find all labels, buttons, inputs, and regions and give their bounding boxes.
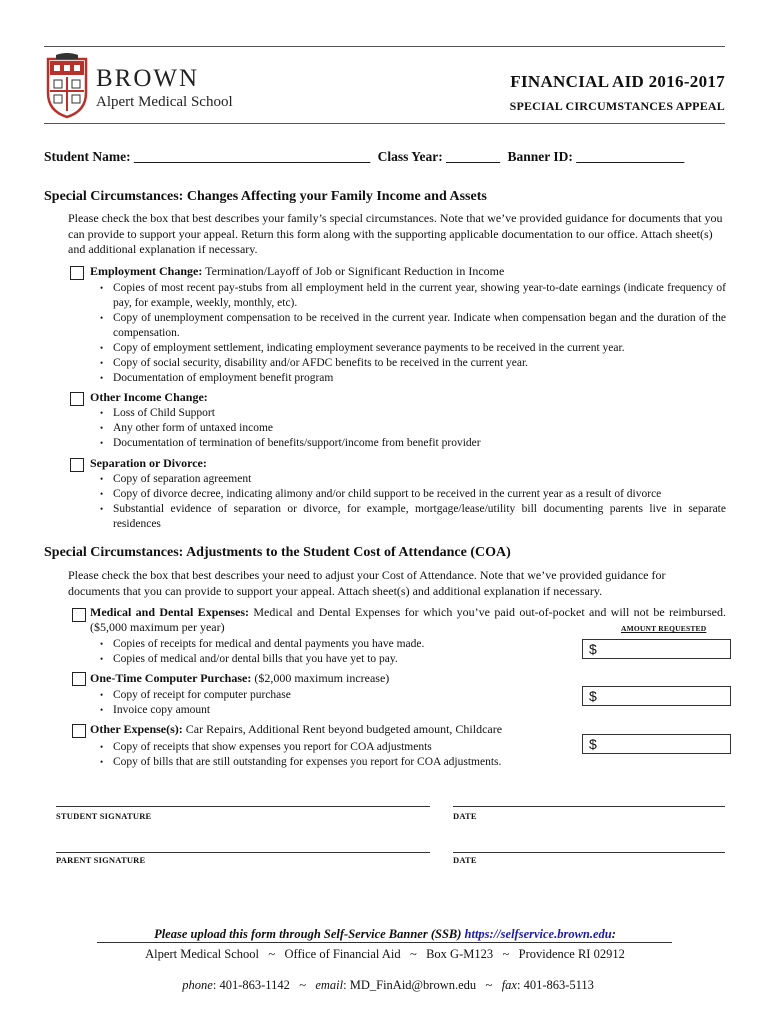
class-year-field[interactable]: ________ — [446, 149, 501, 164]
parent-signature-label: PARENT SIGNATURE — [56, 855, 146, 865]
class-year-label: Class Year: — [377, 149, 443, 164]
list-item: • Any other form of untaxed income — [99, 421, 726, 436]
medical-dental-desc: Medical and Dental Expenses for which you’ve paid out-of-pocket and will not be reimbursed. ($5,000 maximum per year) — [90, 605, 726, 634]
form-title: FINANCIAL AID 2016-2017 — [510, 72, 725, 91]
fax-number: : 401-863-5113 — [516, 978, 594, 992]
employment-change-bullets — [99, 281, 726, 386]
other-income-change-label: Other Income Change: — [90, 390, 208, 404]
computer-purchase-desc: ($2,000 maximum increase) — [251, 671, 390, 685]
fax-label: fax — [501, 978, 517, 992]
student-info-row — [44, 149, 726, 165]
computer-purchase-label: One-Time Computer Purchase: — [90, 671, 252, 685]
list-item: • Copy of divorce decree, indicating alimony and/or child support to be received in the current year as a result of divorce — [99, 487, 726, 502]
student-signature-label: STUDENT SIGNATURE — [56, 811, 152, 821]
amount-requested-header: AMOUNT REQUESTED — [621, 624, 707, 633]
other-expenses-bullets — [99, 740, 569, 770]
computer-purchase-bullets — [99, 688, 569, 718]
other-income-change-item — [90, 390, 208, 405]
upload-colon: : — [611, 927, 616, 941]
phone-label: phone — [182, 978, 213, 992]
currency-symbol: $ — [589, 736, 597, 752]
list-item: • Copies of medical and/or dental bills that you have yet to pay. — [99, 652, 569, 667]
currency-symbol: $ — [589, 641, 597, 657]
other-amount-input[interactable] — [582, 734, 731, 754]
medical-dental-label: Medical and Dental Expenses: — [90, 605, 250, 619]
list-item: • Invoice copy amount — [99, 703, 569, 718]
date-line-1[interactable] — [453, 806, 725, 807]
list-item: • Copies of most recent pay-stubs from all employment held in the current year, showing year-to-date earnings (indicate frequency of pay, for example, weekly, monthly, etc). — [99, 281, 726, 311]
list-item: • Copy of employment settlement, indicating employment severance payments to be received in the current year. — [99, 341, 726, 356]
other-expenses-desc: Car Repairs, Additional Rent beyond budgeted amount, Childcare — [182, 722, 503, 736]
employment-change-checkbox[interactable] — [70, 266, 84, 280]
list-item: • Copy of unemployment compensation to be received in the current year. Indicate when compensation began and the duration of the compensation. — [99, 311, 726, 341]
currency-symbol: $ — [589, 688, 597, 704]
separation-divorce-item — [90, 456, 207, 471]
footer-address: Alpert Medical School ~ Office of Financial Aid ~ Box G-M123 ~ Providence RI 02912 — [145, 947, 625, 961]
other-income-change-bullets — [99, 406, 726, 451]
other-expenses-checkbox[interactable] — [72, 724, 86, 738]
section2-heading: Special Circumstances: Adjustments to the Student Cost of Attendance (COA) — [44, 545, 511, 560]
parent-signature-line[interactable] — [56, 852, 430, 853]
medical-dental-checkbox[interactable] — [72, 608, 86, 622]
other-expenses-item — [90, 722, 502, 737]
date-line-2[interactable] — [453, 852, 725, 853]
section1-heading: Special Circumstances: Changes Affecting your Family Income and Assets — [44, 189, 487, 204]
upload-instruction — [0, 927, 770, 942]
computer-purchase-checkbox[interactable] — [72, 672, 86, 686]
computer-amount-input[interactable] — [582, 686, 731, 706]
list-item: • Copy of social security, disability and/or AFDC benefits to be received in the current year. — [99, 356, 726, 371]
other-expenses-label: Other Expense(s): — [90, 722, 183, 736]
brown-shield-logo — [46, 53, 88, 119]
employment-change-label: Employment Change: — [90, 264, 203, 278]
student-name-label: Student Name: — [44, 149, 131, 164]
form-subtitle: SPECIAL CIRCUMSTANCES APPEAL — [509, 99, 725, 113]
separation-divorce-bullets — [99, 472, 726, 532]
banner-id-label: Banner ID: — [507, 149, 573, 164]
header-bottom-rule — [44, 123, 725, 124]
logo-wordmark: BROWN — [96, 65, 200, 92]
list-item: • Copy of receipt for computer purchase — [99, 688, 569, 703]
footer-contact — [0, 963, 770, 993]
medical-dental-bullets — [99, 637, 569, 667]
list-item: • Copy of bills that are still outstanding for expenses you report for COA adjustments. — [99, 755, 569, 770]
list-item: • Copy of receipts that show expenses you report for COA adjustments — [99, 740, 569, 755]
logo-subtitle: Alpert Medical School — [96, 94, 233, 110]
section2-intro: Please check the box that best describes your need to adjust your Cost of Attendance. Note that we’ve provided guidance for documents that you can provide to support your appeal. Attach sheet(s) and additional explanation if necessary. — [68, 568, 666, 598]
employment-change-desc: Termination/Layoff of Job or Significant Reduction in Income — [202, 264, 505, 278]
medical-amount-input[interactable] — [582, 639, 731, 659]
student-name-field[interactable]: ___________________________________ — [134, 149, 371, 164]
list-item: • Loss of Child Support — [99, 406, 726, 421]
date-label-2: DATE — [453, 855, 477, 865]
student-signature-line[interactable] — [56, 806, 430, 807]
list-item: • Substantial evidence of separation or divorce, for example, mortgage/lease/utility bill documenting parents live in separate residences — [99, 502, 726, 532]
list-item: • Documentation of termination of benefits/support/income from benefit provider — [99, 436, 726, 451]
separation-divorce-label: Separation or Divorce: — [90, 456, 207, 470]
computer-purchase-item — [90, 671, 389, 686]
section1-intro: Please check the box that best describes your family’s special circumstances. Note that we’ve provided guidance for documents that you can provide to support your appeal. Return this form along with the supporting applicable documentation to our office. Attach sheet(s) and additional explanation if necessary. — [68, 211, 723, 256]
ssb-link[interactable]: https://selfservice.brown.edu — [464, 927, 612, 941]
email-label: email — [315, 978, 344, 992]
employment-change-item — [90, 264, 726, 279]
phone-number: : 401-863-1142 ~ — [212, 978, 316, 992]
footer-rule — [97, 942, 672, 943]
other-income-change-checkbox[interactable] — [70, 392, 84, 406]
top-rule — [44, 46, 725, 47]
date-label-1: DATE — [453, 811, 477, 821]
list-item: • Copies of receipts for medical and dental payments you have made. — [99, 637, 569, 652]
banner-id-field[interactable]: ________________ — [576, 149, 685, 164]
list-item: • Copy of separation agreement — [99, 472, 726, 487]
email-address[interactable]: : MD_FinAid@brown.edu ~ — [343, 978, 502, 992]
list-item: • Documentation of employment benefit program — [99, 371, 726, 386]
separation-divorce-checkbox[interactable] — [70, 458, 84, 472]
upload-text: Please upload this form through Self-Service Banner (SSB) — [154, 927, 465, 941]
